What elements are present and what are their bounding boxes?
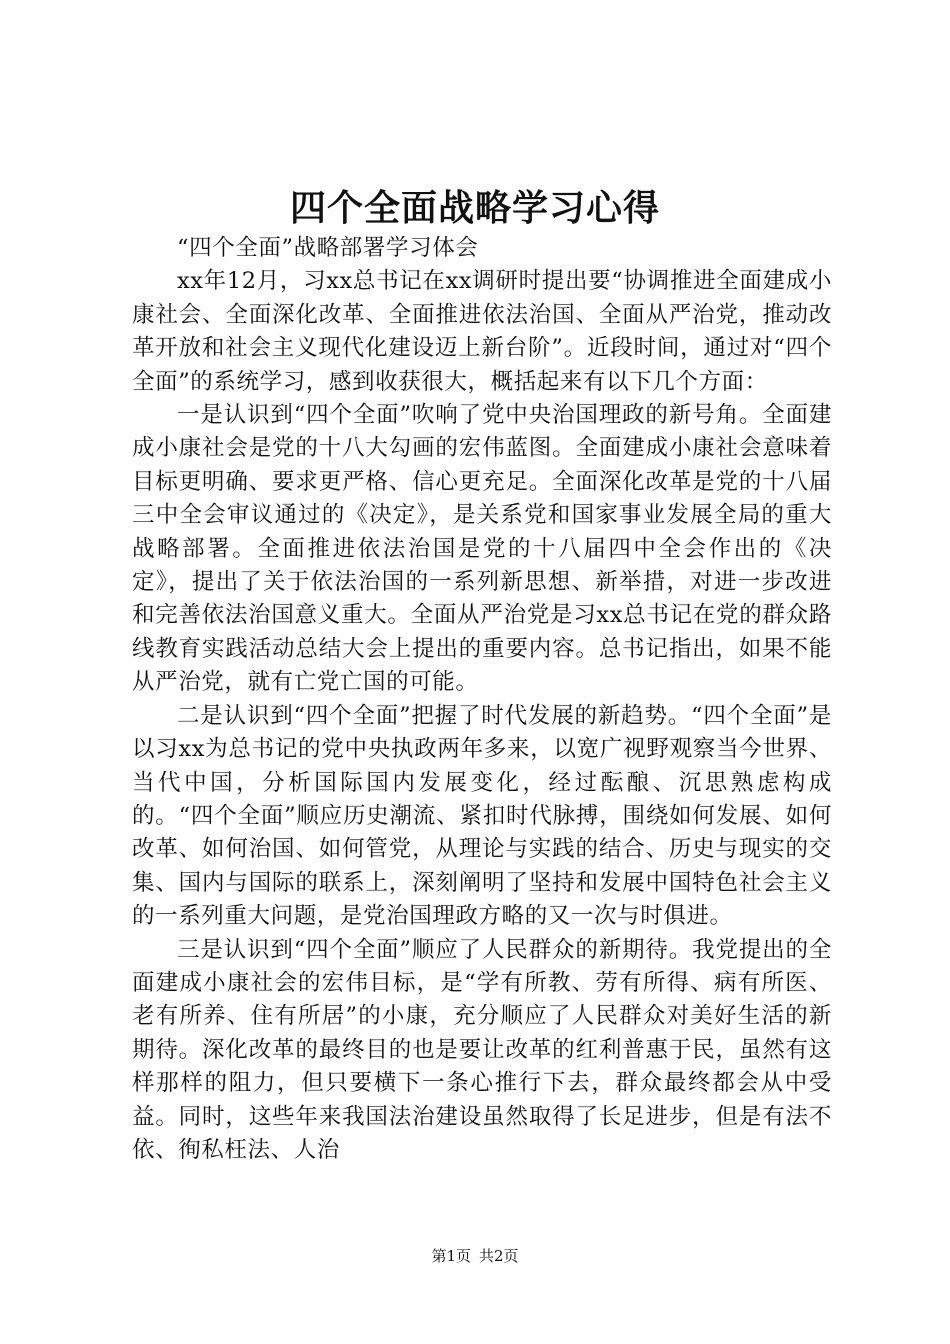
- point-three-paragraph: 三是认识到“四个全面”顺应了人民群众的新期待。我党提出的全面建成小康社会的宏伟目标，是“学有所教、劳有所得、病有所医、老有所养、住有所居”的小康，充分顺应了人民群众对美好生活的新期待。深化改革的最终目的也是要让改革的红利普惠于民，虽然有这样那样的阻力，但只要横下一条心推行下去，群众最终都会从中受益。同时，这些年来我国法治建设虽然取得了长足进步，但是有法不依、徇私枉法、人治: [132, 936, 832, 1163]
- page-number: 第1页: [431, 1247, 471, 1265]
- document-body: [132, 232, 832, 1167]
- page-footer: [0, 1245, 950, 1267]
- page-total: 共2页: [479, 1247, 519, 1265]
- document-title: 四个全面战略学习心得: [289, 187, 660, 229]
- point-one-paragraph: 一是认识到“四个全面”吹响了党中央治国理政的新号角。全面建成小康社会是党的十八大勾画的宏伟蓝图。全面建成小康社会意味着目标更明确、要求更严格、信心更充足。全面深化改革是党的十八届三中全会审议通过的《决定》，是关系党和国家事业发展全局的重大战略部署。全面推进依法治国是党的十八届四中全会作出的《决定》，提出了关于依法治国的一系列新思想、新举措，对进一步改进和完善依法治国意义重大。全面从严治党是习xx总书记在党的群众路线教育实践活动总结大会上提出的重要内容。总书记指出，如果不能从严治党，就有亡党亡国的可能。: [132, 402, 832, 696]
- intro-paragraph: xx年12月，习xx总书记在xx调研时提出要“协调推进全面建成小康社会、全面深化改革、全面推进依法治国、全面从严治党，推动改革开放和社会主义现代化建设迈上新台阶”。近段时间，通过对“四个全面”的系统学习，感到收获很大，概括起来有以下几个方面：: [132, 268, 832, 395]
- subtitle-paragraph: “四个全面”战略部署学习体会: [177, 235, 479, 261]
- point-two-paragraph: 二是认识到“四个全面”把握了时代发展的新趋势。“四个全面”是以习xx为总书记的党中央执政两年多来，以宽广视野观察当今世界、当代中国，分析国际国内发展变化，经过酝酿、沉思熟虑构成的。“四个全面”顺应历史潮流、紧扣时代脉搏，围绕如何发展、如何改革、如何治国、如何管党，从理论与实践的结合、历史与现实的交集、国内与国际的联系上，深刻阐明了坚持和发展中国特色社会主义的一系列重大问题，是党治国理政方略的又一次与时俱进。: [132, 702, 832, 930]
